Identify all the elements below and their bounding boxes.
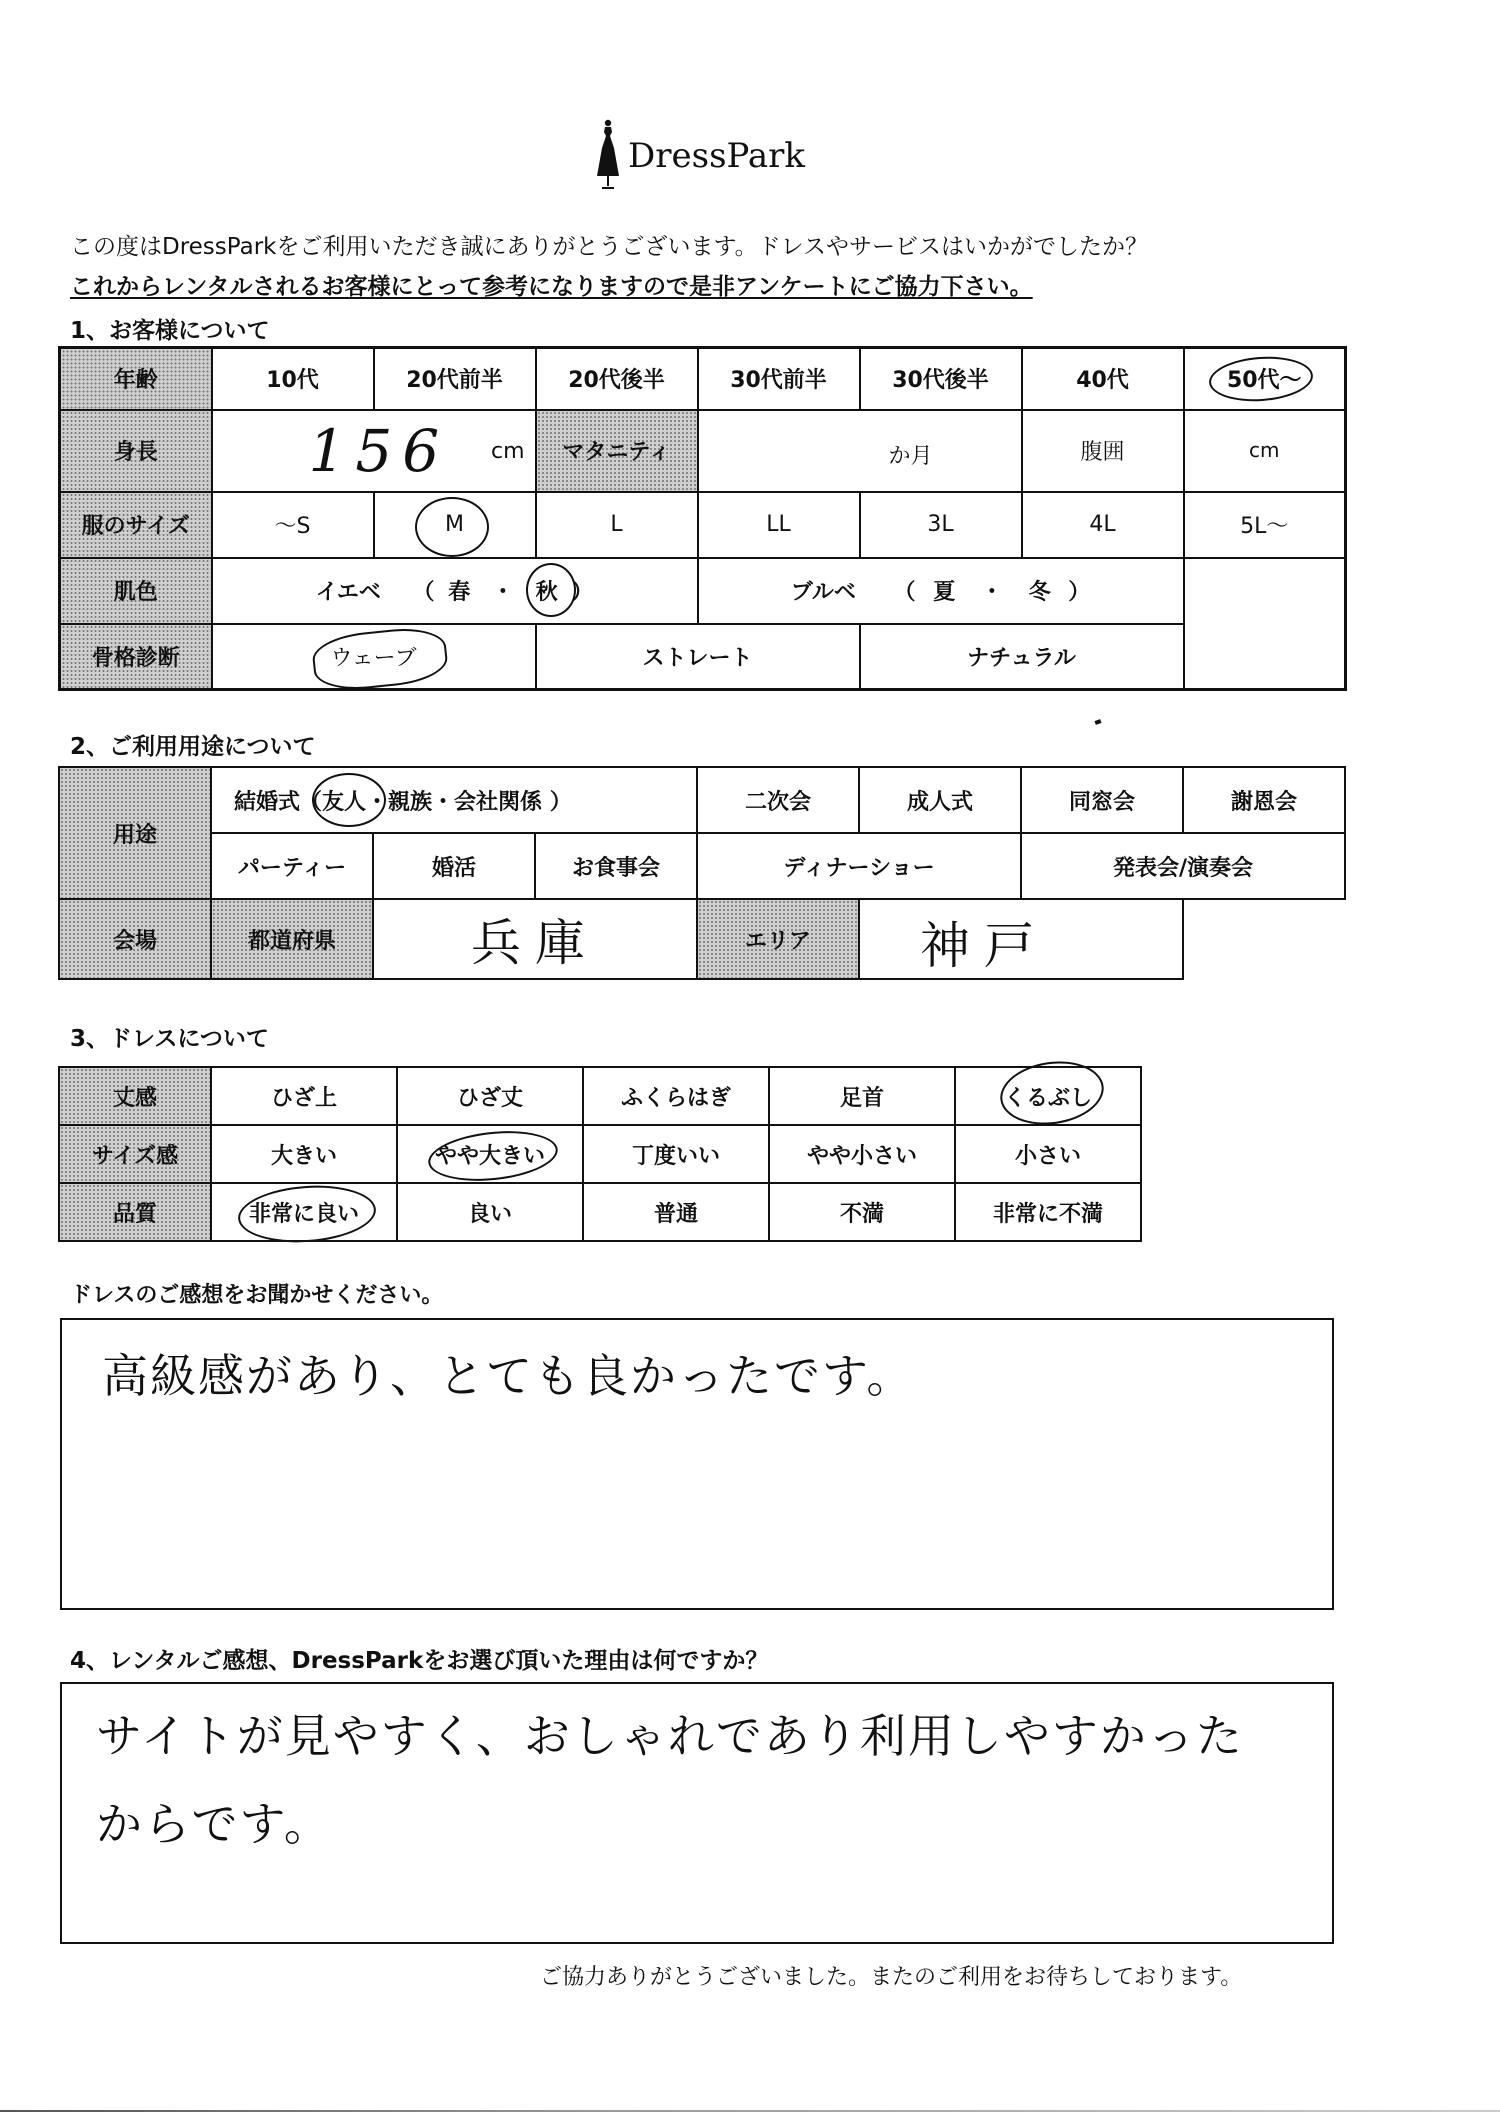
area-label: エリア bbox=[697, 899, 859, 979]
paren-close: ） bbox=[1068, 580, 1091, 605]
section-3-title: 3、ドレスについて bbox=[70, 1026, 269, 1052]
scan-mark bbox=[1094, 719, 1101, 725]
maternity-months-cell[interactable] bbox=[698, 410, 1022, 492]
usage-option[interactable]: 謝恩会 bbox=[1183, 767, 1345, 833]
summer-option[interactable]: 夏 bbox=[933, 580, 956, 605]
height-value: 156 bbox=[308, 416, 450, 485]
age-option[interactable]: 20代前半 bbox=[374, 348, 536, 410]
size-option[interactable]: 4L bbox=[1022, 492, 1184, 558]
usage-option[interactable]: パーティー bbox=[211, 833, 373, 899]
age-option[interactable]: 40代 bbox=[1022, 348, 1184, 410]
size-option-selected[interactable] bbox=[374, 492, 536, 558]
size-feel-option[interactable]: やや小さい bbox=[769, 1125, 955, 1183]
age-option-label: 50代～ bbox=[1226, 368, 1302, 394]
venue-label: 会場 bbox=[59, 899, 211, 979]
dress-feedback-question: ドレスのご感想をお聞かせください。 bbox=[70, 1283, 444, 1308]
blue-base-label: ブルベ bbox=[790, 580, 856, 605]
dress-table bbox=[58, 1066, 1142, 1242]
quality-option[interactable]: 良い bbox=[397, 1183, 583, 1241]
usage-row-1 bbox=[59, 767, 1345, 833]
age-option[interactable]: 20代後半 bbox=[536, 348, 698, 410]
area-value: 神戸 bbox=[920, 917, 1048, 975]
intro-text: この度はDressParkをご利用いただき誠にありがとうございます。ドレスやサービスはいかがでしたか？ bbox=[70, 234, 1148, 260]
purpose-label: 用途 bbox=[59, 767, 211, 899]
usage-option[interactable]: 婚活 bbox=[373, 833, 535, 899]
reason-answer-line-1: サイトが見やすく、おしゃれであり利用しやすかった bbox=[96, 1709, 1244, 1763]
usage-row-2 bbox=[59, 833, 1345, 899]
empty-cell bbox=[1184, 558, 1346, 624]
size-feel-option[interactable]: 丁度いい bbox=[583, 1125, 769, 1183]
size-feel-row bbox=[59, 1125, 1141, 1183]
maternity-label: マタニティ bbox=[536, 410, 698, 492]
yellow-base-cell[interactable] bbox=[212, 558, 698, 624]
usage-option[interactable]: お食事会 bbox=[535, 833, 697, 899]
friend-label: 友人 bbox=[322, 789, 367, 815]
quality-row bbox=[59, 1183, 1141, 1241]
length-option[interactable]: 足首 bbox=[769, 1067, 955, 1125]
quality-option[interactable]: 普通 bbox=[583, 1183, 769, 1241]
waist-unit: cm bbox=[1249, 438, 1280, 462]
size-feel-option-label: やや大きい bbox=[434, 1143, 545, 1169]
section-1-title: 1、お客様について bbox=[70, 318, 270, 344]
size-option[interactable]: 3L bbox=[860, 492, 1022, 558]
usage-option[interactable]: 同窓会 bbox=[1021, 767, 1183, 833]
body-type-option-selected[interactable] bbox=[212, 624, 536, 690]
paren-open: （ bbox=[412, 580, 435, 605]
age-row bbox=[60, 348, 1346, 410]
wedding-rest: ・親族・会社関係 ） bbox=[366, 789, 572, 815]
prefecture-value-cell[interactable] bbox=[373, 899, 697, 979]
dot-separator: ・ bbox=[980, 580, 1003, 605]
size-option[interactable]: ～S bbox=[212, 492, 374, 558]
area-value-cell[interactable] bbox=[859, 899, 1183, 979]
yellow-base-label: イエベ bbox=[315, 580, 381, 605]
body-type-label: 骨格診断 bbox=[60, 624, 212, 690]
reason-answer-line-2: からです。 bbox=[96, 1797, 332, 1851]
waist-label: 腹囲 bbox=[1022, 410, 1184, 492]
size-feel-option[interactable]: 大きい bbox=[211, 1125, 397, 1183]
size-feel-option[interactable]: 小さい bbox=[955, 1125, 1141, 1183]
quality-option[interactable]: 非常に不満 bbox=[955, 1183, 1141, 1241]
size-feel-label: サイズ感 bbox=[59, 1125, 211, 1183]
height-row bbox=[60, 410, 1346, 492]
quality-option-selected[interactable] bbox=[211, 1183, 397, 1241]
body-type-option[interactable]: ストレート bbox=[536, 624, 860, 690]
length-label: 丈感 bbox=[59, 1067, 211, 1125]
scan-edge-line bbox=[0, 2110, 1500, 2112]
customer-info-table bbox=[58, 346, 1347, 691]
dress-feedback-answer: 高級感があり、とても良かったです。 bbox=[102, 1349, 915, 1403]
dot-separator: ・ bbox=[491, 580, 514, 605]
size-option[interactable]: L bbox=[536, 492, 698, 558]
dress-silhouette-icon bbox=[590, 118, 626, 193]
size-option[interactable]: 5L～ bbox=[1184, 492, 1346, 558]
section-2-title: 2、ご利用用途について bbox=[70, 734, 316, 760]
empty-cell bbox=[1184, 624, 1346, 690]
body-type-row bbox=[60, 624, 1346, 690]
autumn-option[interactable] bbox=[536, 575, 558, 606]
skin-color-label: 肌色 bbox=[60, 558, 212, 624]
body-type-option-label: ウェーブ bbox=[330, 645, 417, 671]
length-option-label: くるぶし bbox=[1003, 1085, 1092, 1111]
clothes-size-row bbox=[60, 492, 1346, 558]
size-feel-option-selected[interactable] bbox=[397, 1125, 583, 1183]
wedding-friend-option[interactable] bbox=[322, 785, 366, 816]
venue-row bbox=[59, 899, 1345, 979]
height-label: 身長 bbox=[60, 410, 212, 492]
spring-option[interactable]: 春 bbox=[448, 580, 471, 605]
quality-option-label: 非常に良い bbox=[248, 1201, 359, 1227]
intro-request: これからレンタルされるお客様にとって参考になりますので是非アンケートにご協力下さい。 bbox=[70, 274, 1033, 300]
usage-option[interactable]: 成人式 bbox=[859, 767, 1021, 833]
waist-value-cell[interactable] bbox=[1184, 410, 1346, 492]
maternity-month-unit: か月 bbox=[888, 443, 933, 469]
height-value-cell[interactable] bbox=[212, 410, 536, 492]
length-option[interactable]: ひざ丈 bbox=[397, 1067, 583, 1125]
winter-option[interactable]: 冬 bbox=[1028, 580, 1051, 605]
wedding-option[interactable] bbox=[211, 767, 697, 833]
usage-option[interactable]: 二次会 bbox=[697, 767, 859, 833]
age-option[interactable]: 30代後半 bbox=[860, 348, 1022, 410]
empty-cell bbox=[1183, 899, 1345, 979]
size-option-label: M bbox=[445, 512, 464, 537]
usage-table bbox=[58, 766, 1346, 980]
usage-option[interactable]: 発表会/演奏会 bbox=[1021, 833, 1345, 899]
reason-textarea[interactable] bbox=[60, 1682, 1334, 1944]
size-option[interactable]: LL bbox=[698, 492, 860, 558]
dresspark-logo bbox=[590, 118, 820, 193]
quality-label: 品質 bbox=[59, 1183, 211, 1241]
clothes-size-label: 服のサイズ bbox=[60, 492, 212, 558]
skin-color-row bbox=[60, 558, 1346, 624]
length-option[interactable]: ひざ上 bbox=[211, 1067, 397, 1125]
autumn-label: 秋 bbox=[535, 580, 558, 605]
wedding-prefix: 結婚式（ bbox=[234, 789, 323, 815]
age-label: 年齢 bbox=[60, 348, 212, 410]
blue-base-cell[interactable] bbox=[698, 558, 1184, 624]
prefecture-value: 兵庫 bbox=[471, 914, 599, 972]
paren-open: （ bbox=[893, 580, 916, 605]
body-type-option[interactable]: ナチュラル bbox=[860, 624, 1184, 690]
length-option-selected[interactable] bbox=[955, 1067, 1141, 1125]
paren-close: ） bbox=[571, 580, 594, 605]
dress-feedback-textarea[interactable] bbox=[60, 1318, 1334, 1610]
prefecture-label: 都道府県 bbox=[211, 899, 373, 979]
logo-text: DressPark bbox=[628, 136, 806, 176]
age-option[interactable]: 30代前半 bbox=[698, 348, 860, 410]
length-row bbox=[59, 1067, 1141, 1125]
height-unit: cm bbox=[490, 438, 525, 464]
closing-message: ご協力ありがとうございました。またのご利用をお待ちしております。 bbox=[540, 1965, 1243, 1990]
section-4-title: 4、レンタルご感想、DressParkをお選び頂いた理由は何ですか？ bbox=[70, 1648, 769, 1674]
age-option-selected[interactable] bbox=[1184, 348, 1346, 410]
length-option[interactable]: ふくらはぎ bbox=[583, 1067, 769, 1125]
usage-option[interactable]: ディナーショー bbox=[697, 833, 1021, 899]
quality-option[interactable]: 不満 bbox=[769, 1183, 955, 1241]
age-option[interactable]: 10代 bbox=[212, 348, 374, 410]
